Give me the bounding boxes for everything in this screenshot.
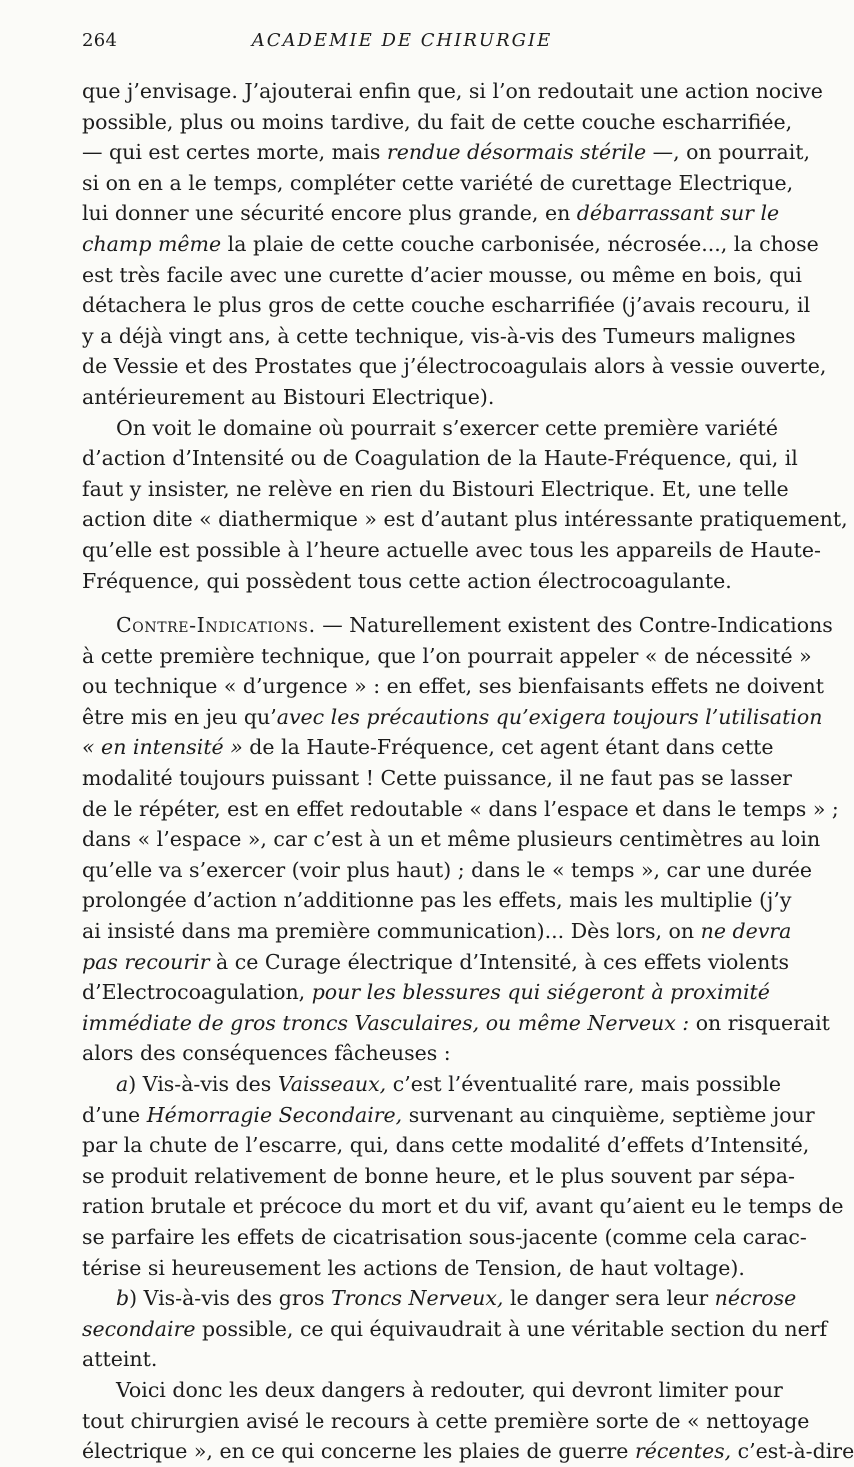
text-line: d’Electrocoagulation, pour les blessures qui siégeront à proximité [82, 980, 770, 1005]
emphasis-text: immédiate de gros troncs Vasculaires, ou même Nerveux : [82, 1010, 690, 1035]
section-label: Contre-Indications. [116, 613, 316, 638]
emphasis-text: pas recourir [82, 949, 210, 974]
emphasis-text: récentes, [634, 1439, 732, 1464]
section-gap [82, 596, 723, 610]
paragraph-start-line: Voici donc les deux dangers à redouter, qui devront limiter pour [116, 1377, 783, 1402]
emphasis-text: « en intensité » [82, 735, 243, 760]
page-number: 264 [82, 30, 118, 51]
emphasis-text: b [116, 1286, 130, 1311]
text-line: tout chirurgien avisé le recours à cette première sorte de « nettoyage [82, 1408, 810, 1433]
text-line: à cette première technique, que l’on pourrait appeler « de nécessité » [82, 643, 812, 668]
text-line: champ même la plaie de cette couche carbonisée, nécrosée..., la chose [82, 231, 819, 256]
body-text [82, 76, 854, 1467]
emphasis-text: Troncs Nerveux, [331, 1286, 504, 1311]
text-line: lui donner une sécurité encore plus grande, en débarrassant sur le [82, 201, 780, 226]
paragraph-end-line: alors des conséquences fâcheuses : [82, 1041, 451, 1066]
text-line: ai insisté dans ma première communication)... Dès lors, on ne devra [82, 919, 792, 944]
list-item-a-line: a) Vis-à-vis des Vaisseaux, c’est l’éventualité rare, mais possible [116, 1072, 782, 1096]
text-line: se produit relativement de bonne heure, et le plus souvent par sépa- [82, 1163, 795, 1188]
text-line: secondaire possible, ce qui équivaudrait à une véritable section du nerf [82, 1316, 828, 1341]
paragraph-end-line: antérieurement au Bistouri Electrique). [82, 384, 495, 409]
emphasis-text: a [116, 1072, 129, 1096]
emphasis-text: avec les précautions qu’exigera toujours l’utilisation [276, 704, 823, 729]
text-line: d’action d’Intensité ou de Coagulation de la Haute-Fréquence, qui, il [82, 446, 798, 471]
text-line: y a déjà vingt ans, à cette technique, vis-à-vis des Tumeurs malignes [82, 323, 796, 348]
text-line: ration brutale et précoce du mort et du vif, avant qu’aient eu le temps de [82, 1194, 844, 1219]
page-header [82, 30, 722, 58]
emphasis-text: débarrassant sur le [576, 201, 780, 226]
paragraph-start-line: On voit le domaine où pourrait s’exercer cette première variété [116, 415, 778, 440]
running-title: ACADEMIE DE CHIRURGIE [251, 30, 553, 51]
emphasis-text: secondaire [82, 1316, 196, 1341]
text-line: qu’elle est possible à l’heure actuelle avec tous les appareils de Haute- [82, 537, 821, 562]
text-line: que j’envisage. J’ajouterai enfin que, si l’on redoutait une action nocive [82, 79, 823, 103]
text-line: faut y insister, ne relève en rien du Bistouri Electrique. Et, une telle [82, 476, 789, 501]
text-line: immédiate de gros troncs Vasculaires, ou même Nerveux : on risquerait [82, 1010, 830, 1035]
list-item-b-line: b) Vis-à-vis des gros Troncs Nerveux, le danger sera leur nécrose [116, 1286, 797, 1311]
text-line: — qui est certes morte, mais rendue désormais stérile —, on pourrait, [82, 140, 811, 165]
emphasis-text: Hémorragie Secondaire, [146, 1102, 403, 1127]
text-line: modalité toujours puissant ! Cette puissance, il ne faut pas se lasser [82, 766, 792, 791]
paragraph-end-line: atteint. [82, 1347, 158, 1372]
text-line: action dite « diathermique » est d’autant plus intéressante pratiquement, [82, 507, 848, 532]
text-line: d’une Hémorragie Secondaire, survenant au cinquième, septième jour [82, 1102, 815, 1127]
emphasis-text: ne devra [700, 919, 792, 944]
text-line: qu’elle va s’exercer (voir plus haut) ; dans le « temps », car une durée [82, 857, 813, 882]
section-heading-line: Contre-Indications. — Naturellement existent des Contre-Indications [116, 613, 833, 638]
text-line: si on en a le temps, compléter cette variété de curettage Electrique, [82, 170, 794, 195]
text-line: électrique », en ce qui concerne les plaies de guerre récentes, c’est-à-dire [82, 1439, 854, 1464]
text-line: possible, plus ou moins tardive, du fait de cette couche escharrifiée, [82, 109, 793, 134]
text-line: prolongée d’action n’additionne pas les effets, mais les multiplie (j’y [82, 888, 792, 913]
emphasis-text: champ même [82, 231, 222, 256]
emphasis-text: rendue désormais stérile [386, 140, 647, 165]
text-line: détachera le plus gros de cette couche escharrifiée (j’avais recouru, il [82, 293, 811, 318]
text-line: « en intensité » de la Haute-Fréquence, cet agent étant dans cette [82, 735, 774, 760]
emphasis-text: Vaisseaux, [277, 1072, 387, 1096]
emphasis-text: pour les blessures qui siégeront à proximité [311, 980, 770, 1005]
text-line: ou technique « d’urgence » : en effet, ses bienfaisants effets ne doivent [82, 674, 824, 699]
text-line: pas recourir à ce Curage électrique d’Intensité, à ces effets violents [82, 949, 790, 974]
emphasis-text: nécrose [714, 1286, 797, 1311]
text-line: de le répéter, est en effet redoutable « dans l’espace et dans le temps » ; [82, 796, 839, 821]
text-line: se parfaire les effets de cicatrisation sous-jacente (comme cela carac- [82, 1224, 807, 1249]
text-line: être mis en jeu qu’avec les précautions qu’exigera toujours l’utilisation [82, 704, 823, 729]
paragraph-end-line: térise si heureusement les actions de Tension, de haut voltage). [82, 1255, 745, 1280]
text-line: de Vessie et des Prostates que j’électrocoagulais alors à vessie ouverte, [82, 354, 827, 379]
text-line: est très facile avec une curette d’acier mousse, ou même en bois, qui [82, 262, 802, 287]
text-line: par la chute de l’escarre, qui, dans cette modalité d’effets d’Intensité, [82, 1133, 810, 1158]
paragraph-end-line: Fréquence, qui possèdent tous cette action électrocoagulante. [82, 568, 732, 593]
text-line: dans « l’espace », car c’est à un et même plusieurs centimètres au loin [82, 827, 821, 852]
